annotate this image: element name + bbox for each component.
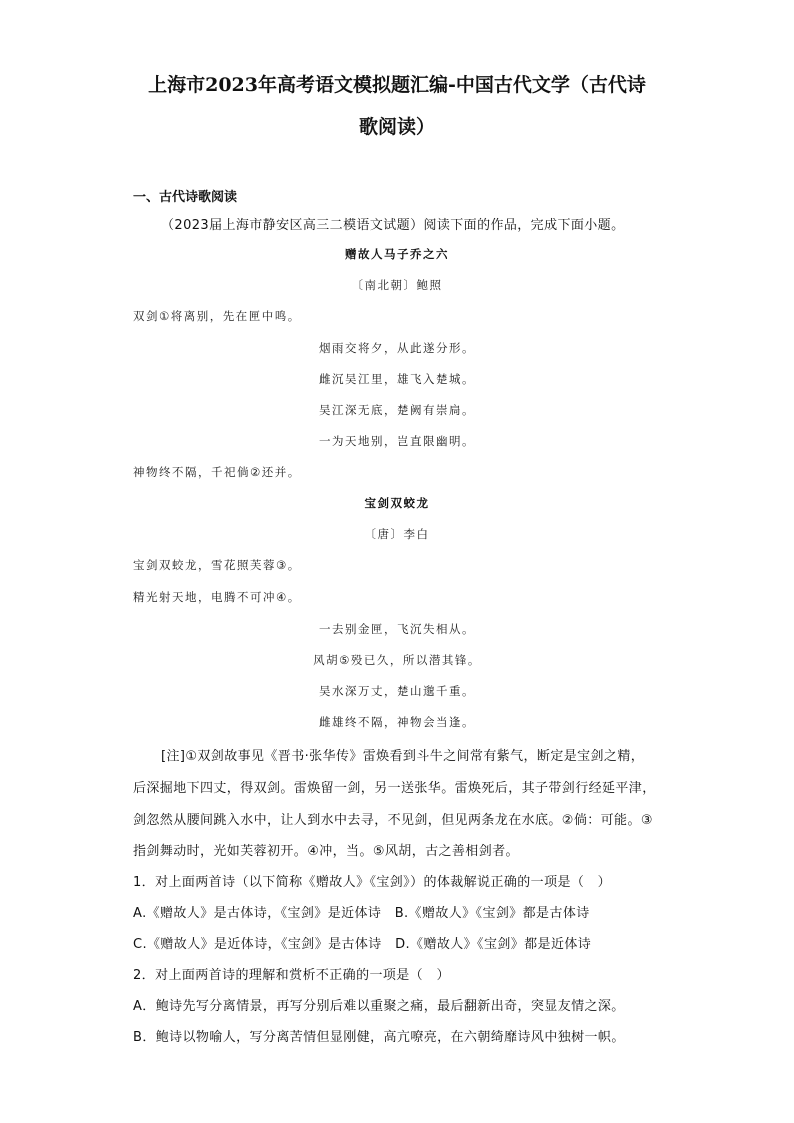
poem1-line: 雌沉吴江里，雄飞入楚城。 xyxy=(319,372,475,386)
question-option: B．鲍诗以物喻人，写分离苦情但显刚健，高亢嘹亮，在六朝绮靡诗风中独树一帜。 xyxy=(133,1030,625,1045)
document-title-line2: 歌阅读） xyxy=(358,116,435,138)
poem2-author: 〔唐〕李白 xyxy=(364,527,430,541)
note-line: 指剑舞动时，光如芙蓉初开。④冲，当。⑤风胡，古之善相剑者。 xyxy=(133,844,519,859)
poem2-line: 风胡⑤殁已久，所以潜其锋。 xyxy=(313,653,481,667)
poem2-line: 雌雄终不隔，神物会当逢。 xyxy=(319,715,475,729)
poem2-title: 宝剑双蛟龙 xyxy=(364,496,430,510)
document-title-line1: 上海市2023年高考语文模拟题汇编-中国古代文学（古代诗 xyxy=(148,74,646,96)
note-line: 后深掘地下四丈，得双剑。雷焕留一剑，另一送张华。雷焕死后，其子带剑行经延平津， xyxy=(133,781,656,796)
question-option: A.《赠故人》是古体诗，《宝剑》是近体诗 B.《赠故人》《宝剑》都是古体诗 xyxy=(133,906,590,921)
question-line: 2．对上面两首诗的理解和赏析不正确的一项是（ ） xyxy=(133,968,450,983)
question-option: C.《赠故人》是近体诗，《宝剑》是古体诗 D.《赠故人》《宝剑》都是近体诗 xyxy=(133,937,592,952)
poem1-line: 一为天地别，岂直限幽明。 xyxy=(319,434,475,448)
note-line: [注]①双剑故事见《晋书·张华传》雷焕看到斗牛之间常有紫气，断定是宝剑之精， xyxy=(161,749,645,764)
poem1-line: 吴江深无底，楚阙有崇扃。 xyxy=(319,403,475,417)
poem2-line: 吴水深万丈，楚山邈千重。 xyxy=(319,684,475,698)
question-option: A．鲍诗先写分离情景，再写分别后难以重聚之痛，最后翻新出奇，突显友情之深。 xyxy=(133,999,625,1014)
poem2-line: 一去别金匣，飞沉失相从。 xyxy=(319,622,475,636)
question-line: 1．对上面两首诗（以下简称《赠故人》《宝剑》）的体裁解说正确的一项是（ ） xyxy=(133,875,612,890)
poem1-title: 赠故人马子乔之六 xyxy=(345,247,449,261)
poem2-line: 宝剑双蛟龙，雪花照芙蓉③。 xyxy=(133,558,301,572)
poem1-author: 〔南北朝〕鲍照 xyxy=(351,278,443,292)
note-line: 剑忽然从腰间跳入水中，让人到水中去寻，不见剑，但见两条龙在水底。②倘：可能。③ xyxy=(133,813,653,828)
poem2-line: 精光射天地，电腾不可冲④。 xyxy=(133,590,301,604)
poem1-line: 神物终不隔，千祀倘②还并。 xyxy=(133,465,301,479)
intro-text: （2023届上海市静安区高三二模语文试题）阅读下面的作品，完成下面小题。 xyxy=(161,218,625,233)
poem1-line: 烟雨交将夕，从此遂分形。 xyxy=(319,341,475,355)
section-heading: 一、古代诗歌阅读 xyxy=(133,190,238,205)
poem1-line: 双剑①将离别，先在匣中鸣。 xyxy=(133,309,301,323)
